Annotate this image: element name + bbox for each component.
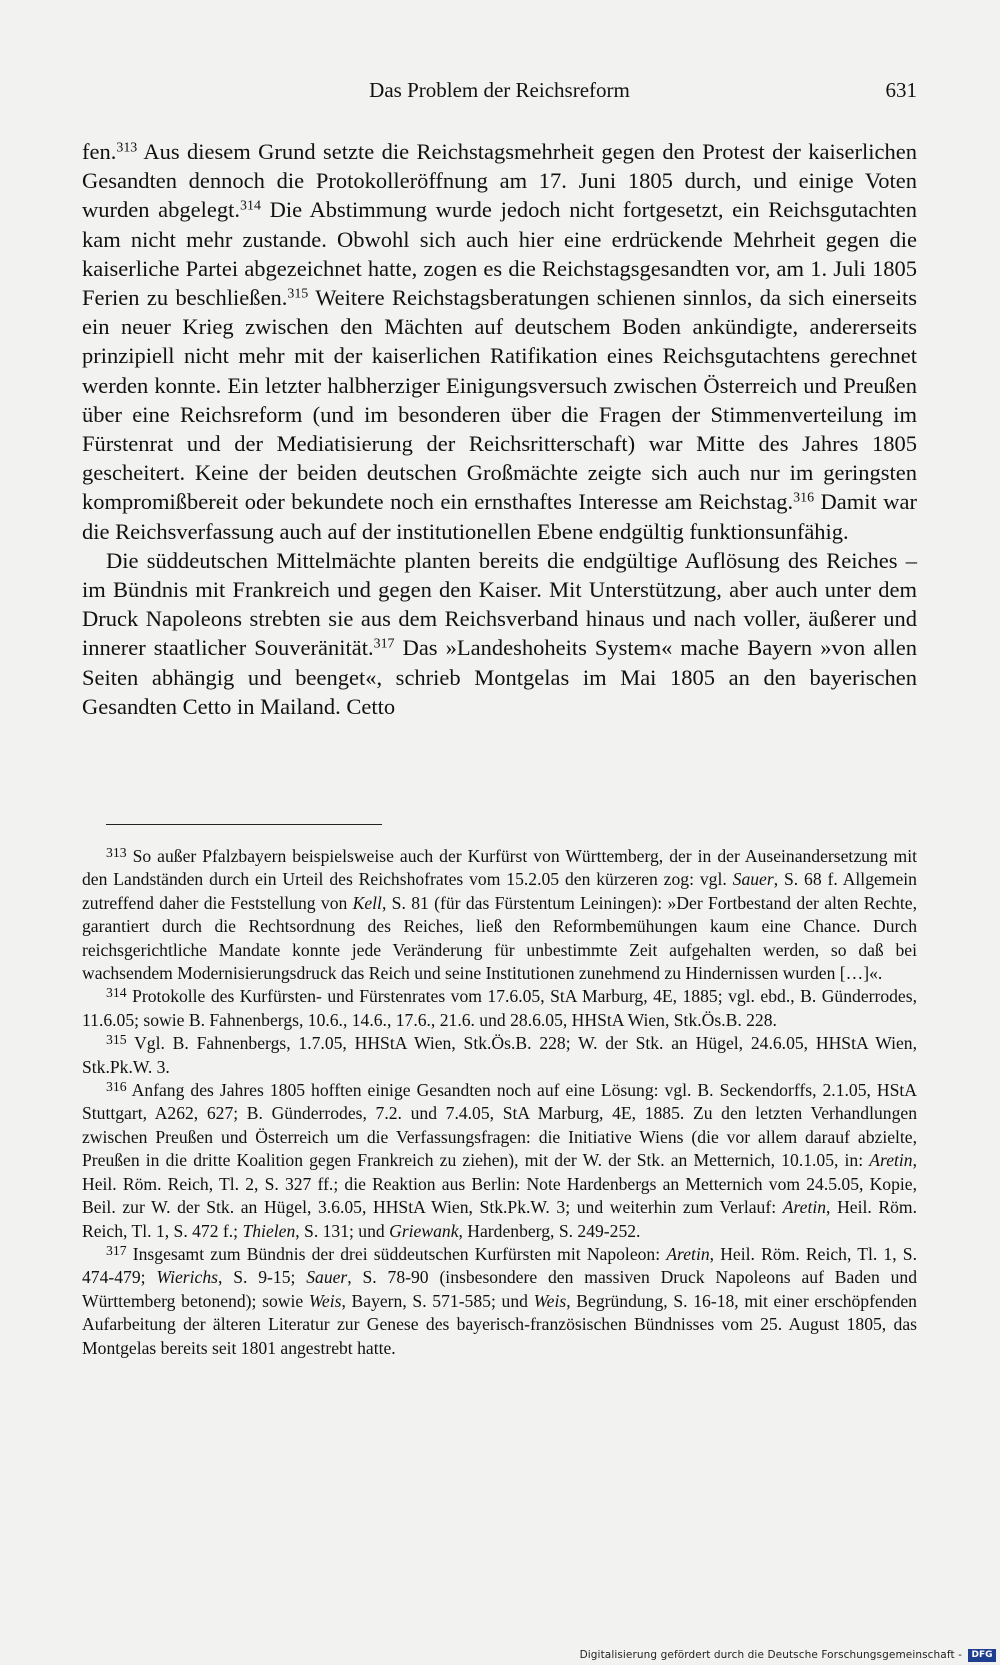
author-citation: Aretin xyxy=(782,1197,827,1218)
text-run: Aus diesem Grund setzte die Reichstagsmehrheit gegen den Protest der kaiserlichen Gesandten dennoch die Protokolleröffnung am 17. Juni 1805 durch, und einige Voten wurden abgelegt. xyxy=(82,139,917,223)
text-run: , Heil. Röm. Reich, Tl. 2, S. 327 ff.; die Reaktion aus Berlin: Note Hardenbergs an Metternich vom 24.5.05, Kopie, Beil. zur W. der Stk. an Hügel, 3.6.05, HHStA Wien, Stk.Pk.W. 3; und weiterhin zum Verlauf: xyxy=(82,1150,917,1218)
paragraph xyxy=(82,546,917,721)
text-run: Weitere Reichstagsberatungen schienen sinnlos, da sich einerseits ein neuer Krieg zwischen den Mächten auf deutschem Boden ankündigte, andererseits prinzipiell nicht mehr mit der kaiserlichen Ratifikation eines Reichsgutachtens gerechnet werden konnte. Ein letzter halbherziger Einigungsversuch zwischen Österreich und Preußen über eine Reichsreform (und im besonderen über die Fragen der Stimmenverteilung im Fürstenrat und der Mediatisierung der Reichsritterschaft) war Mitte des Jahres 1805 gescheitert. Keine der beiden deutschen Großmächte zeigte sich auch nur im geringsten kompromißbereit oder bekundete noch ein ernsthaftes Interesse am Reichstag. xyxy=(82,285,917,515)
author-citation: Weis xyxy=(308,1290,342,1311)
footnote-reference: 313 xyxy=(116,140,138,156)
author-citation: Aretin xyxy=(666,1243,710,1264)
footnote-number: 317 xyxy=(106,1243,127,1259)
text-run: Vgl. B. Fahnenbergs, 1.7.05, HHStA Wien, Stk.Ös.B. 228; W. der Stk. an Hügel, 24.6.05, HHStA Wien, Stk.Pk.W. 3. xyxy=(82,1033,917,1077)
footnote-reference: 316 xyxy=(793,490,815,506)
text-run: Insgesamt zum Bündnis der drei süddeutschen Kurfürsten mit Napoleon: xyxy=(132,1243,667,1264)
text-run: Die Abstimmung wurde jedoch nicht fortgesetzt, ein Reichsgutachten kam nicht mehr zustande. Obwohl sich auch hier eine erdrückende Mehrheit gegen die kaiserliche Partei abgezeichnet hatte, zogen es die Reichstagsgesandten vor, am 1. Juli 1805 Ferien zu beschließen. xyxy=(82,197,917,311)
text-run: Die süddeutschen Mittelmächte planten bereits die endgültige Auflösung des Reiches – im Bündnis mit Frankreich und gegen den Kaiser. Mit Unterstützung, aber auch unter dem Druck Napoleons strebten sie aus dem Reichsverband hinaus und nach voller, äußerer und innerer staatlicher Souveränität. xyxy=(82,547,917,661)
text-run: , Bayern, S. 571-585; und xyxy=(341,1290,534,1311)
footnotes xyxy=(82,845,917,1360)
text-run: , Heil. Röm. Reich, Tl. 1, S. 474-479; xyxy=(82,1243,917,1288)
text-run: , S. 131; und xyxy=(295,1220,390,1241)
footnote-reference: 317 xyxy=(373,636,395,652)
text-run: , S. 78-90 (insbesondere den massiven Druck Napoleons auf Baden und Württemberg betonend); sowie xyxy=(82,1267,917,1311)
footnote-divider xyxy=(106,824,382,825)
text-run: So außer Pfalzbayern beispielsweise auch der Kurfürst von Württemberg, der in der Auseinandersetzung mit den Landständen durch ein Urteil des Reichshofrates vom 15.2.05 den kürzeren zog: vgl. xyxy=(82,846,917,890)
running-title: Das Problem der Reichsreform xyxy=(369,78,630,102)
page-header xyxy=(82,78,917,108)
footnote-number: 313 xyxy=(106,845,127,861)
footnote-number: 314 xyxy=(106,985,127,1001)
author-citation: Sauer xyxy=(732,869,774,890)
text-run: fen. xyxy=(82,139,117,164)
text-run: , Hardenberg, S. 249-252. xyxy=(458,1220,641,1241)
text-run: , Begründung, S. 16-18, mit einer erschöpfenden Aufarbeitung der älteren Literatur zur Genese des bayerisch-französischen Bündnisses vom 25. August 1805, das Montgelas bereits seit 1801 angestrebt hatte. xyxy=(82,1290,917,1358)
text-run: , Heil. Röm. Reich, Tl. 1, S. 472 f.; xyxy=(82,1197,918,1241)
text-run: Protokolle des Kurfürsten- und Fürstenrates vom 17.6.05, StA Marburg, 4E, 1885; vgl. ebd., B. Günderrodes, 11.6.05; sowie B. Fahnenbergs, 10.6., 14.6., 17.6., 21.6. und 28.6.05, HHStA Wien, Stk.Ös.B. 228. xyxy=(82,986,917,1030)
paragraph xyxy=(82,137,917,546)
footnote xyxy=(82,845,917,985)
page-number: 631 xyxy=(885,78,917,102)
text-run: , S. 81 (für das Fürstentum Leiningen): »Der Fortbestand der alten Rechte, garantiert durch die Rechtsordnung des Reiches, ließ den Reformbemühungen kaum eine Chance. Durch reichsgerichtliche Mandate konnte jede Veränderung für unbestimmte Zeit aufgehalten werden, so daß bei wachsendem Modernisierungsdruck das Reich und seine Institutionen zunehmend zu Hindernissen wurden […]«. xyxy=(82,892,917,984)
footnote xyxy=(82,1032,917,1079)
footnote xyxy=(82,1079,917,1243)
text-run: Damit war die Reichsverfassung auch auf der institutionellen Ebene endgültig funktionsunfähig. xyxy=(82,489,917,544)
text-run: Anfang des Jahres 1805 hofften einige Gesandten noch auf eine Lösung: vgl. B. Seckendorffs, 2.1.05, HStA Stuttgart, A262, 627; B. Günderrodes, 7.2. und 7.4.05, StA Marburg, 4E, 1885. Zu den letzten Verhandlungen zwischen Preußen und Österreich um die Verfassungsfragen: die Initiative Wiens (die vor allem darauf abzielte, Preußen in die dritte Koalition gegen Frankreich zu ziehen), mit der W. der Stk. an Metternich, 10.1.05, in: xyxy=(82,1080,917,1171)
main-text xyxy=(82,137,917,721)
footnote-number: 316 xyxy=(106,1079,127,1095)
footnote xyxy=(82,1243,917,1360)
text-run: , S. 9-15; xyxy=(217,1267,307,1288)
author-citation: Wierichs xyxy=(156,1267,218,1288)
digitization-credit: Digitalisierung gefördert durch die Deutsche Forschungsgemeinschaft - xyxy=(579,1649,962,1661)
footnote-reference: 314 xyxy=(240,198,261,214)
author-citation: Thielen xyxy=(242,1220,296,1241)
text-run: Das »Landeshoheits System« mache Bayern »von allen Seiten abhängig und beenget«, schrieb Montgelas im Mai 1805 an den bayerischen Gesandten Cetto in Mailand. Cetto xyxy=(82,635,917,719)
author-citation: Sauer xyxy=(306,1267,348,1288)
author-citation: Kell xyxy=(352,892,382,913)
author-citation: Weis xyxy=(533,1290,567,1311)
footnote-reference: 315 xyxy=(287,286,309,302)
dfg-logo: DFG xyxy=(968,1649,996,1662)
footnote-number: 315 xyxy=(106,1032,127,1048)
author-citation: Griewank xyxy=(389,1220,459,1241)
footnote xyxy=(82,985,917,1032)
text-run: , S. 68 f. Allgemein zutreffend daher die Feststellung von xyxy=(82,869,917,913)
author-citation: Aretin xyxy=(869,1150,913,1171)
